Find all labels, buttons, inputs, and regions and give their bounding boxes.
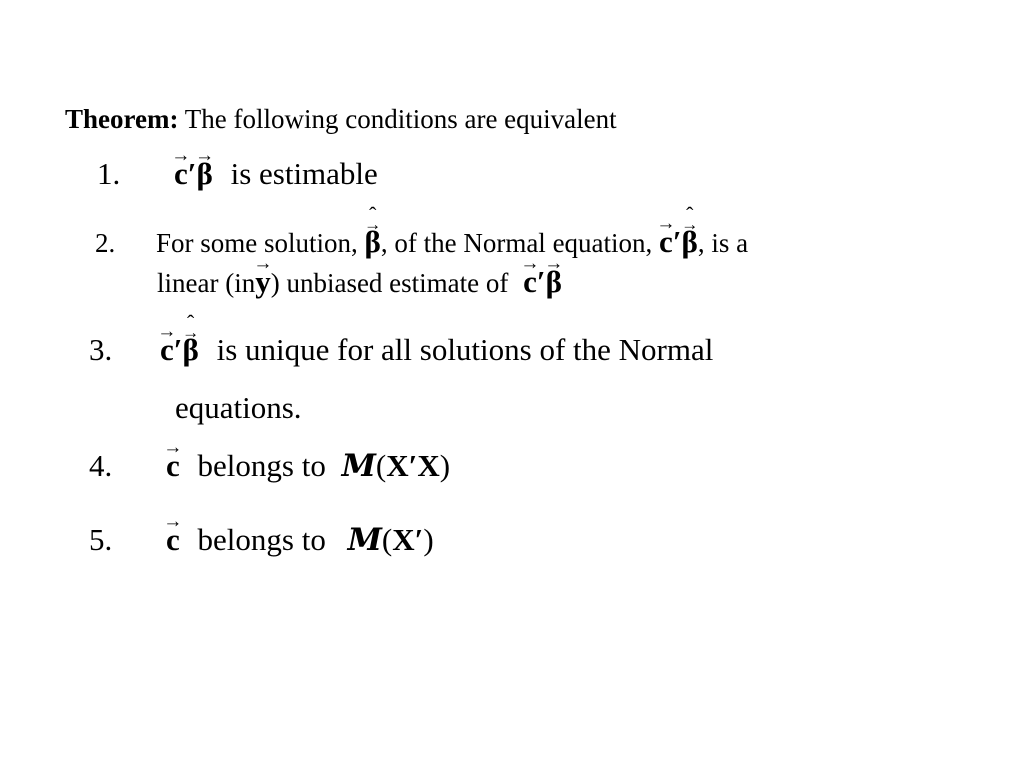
condition-3-continued: equations. xyxy=(175,390,302,425)
theorem-heading xyxy=(65,104,617,135)
theorem-label: Theorem: xyxy=(65,104,179,134)
condition-number: 1. xyxy=(97,156,121,191)
condition-number: 4. xyxy=(89,448,113,483)
column-space-expression: M(X′) xyxy=(347,522,434,558)
theorem-statement: The following conditions are equivalent xyxy=(184,104,617,134)
c-vector-symbol: → c xyxy=(166,448,180,484)
condition-number: 2. xyxy=(95,228,116,258)
condition-text: is unique for all solutions of the Normal xyxy=(216,332,714,367)
column-space-expression: M(X′X) xyxy=(341,448,451,484)
condition-5 xyxy=(89,522,434,558)
condition-number: 5. xyxy=(89,522,113,557)
c-vector-symbol: → c xyxy=(166,522,180,558)
condition-4 xyxy=(89,448,450,484)
condition-1 xyxy=(97,156,378,192)
beta-hat-symbol: → β ˆ xyxy=(365,224,381,260)
condition-number: 3. xyxy=(89,332,113,367)
condition-text: is estimable xyxy=(230,156,378,191)
c-prime-beta-hat-expression: → c′→ β ˆ xyxy=(160,332,199,367)
condition-text: belongs to xyxy=(197,448,326,483)
condition-2-continued: linear (in→ y) unbiased estimate of → c′→ β xyxy=(157,264,562,300)
c-prime-beta-hat-expression: → c′→ β ˆ xyxy=(659,224,698,259)
condition-text: belongs to xyxy=(197,522,326,557)
c-prime-beta-expression: → c′→ β xyxy=(174,156,213,191)
condition-3 xyxy=(89,332,713,368)
c-prime-beta-expression: → c′→ β xyxy=(523,264,562,299)
y-vector-symbol: → y xyxy=(255,264,271,300)
condition-2: 2. For some solution, → β ˆ, of the Normal equation, → c′→ β ˆ, is a xyxy=(95,224,748,260)
